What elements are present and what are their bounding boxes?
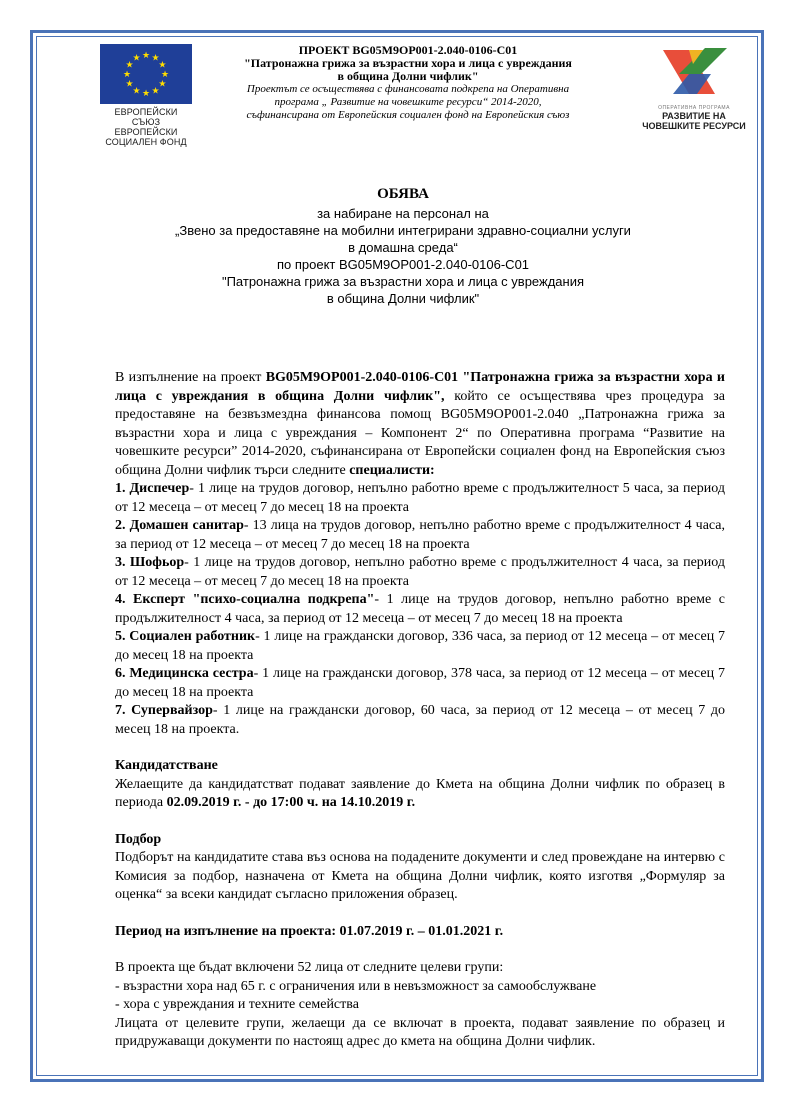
- selection-paragraph: Подборът на кандидатите става въз основа на подадените документи и след провеждане на интервю с Комисия за подбор, назначена от Кмета на община Долни чифлик, която изготвя „Формуляр за оценка“ за всеки кандидат съгласно приложения образец.: [115, 850, 725, 902]
- announcement-title: ОБЯВА: [377, 186, 429, 202]
- project-name-line-2: в община Долни чифлик": [337, 69, 479, 83]
- position-item: 1. Диспечер- 1 лице на трудов договор, непълно работно време с продължителност 5 часа, за период от 12 месеца – от месец 7 до месец 18 на проекта: [115, 481, 725, 515]
- eu-logo-caption: ЕВРОПЕЙСКИ СЪЮЗ ЕВРОПЕЙСКИ СОЦИАЛЕН ФОНД: [105, 107, 187, 147]
- hrd-programme-logo: ОПЕРАТИВНА ПРОГРАМА РАЗВИТИЕ НА ЧОВЕШКИТЕ РЕСУРСИ: [638, 44, 750, 131]
- intro-paragraph: В изпълнение на проект BG05M9OP001-2.040-0106-C01 "Патронажна грижа за възрастни хора и лица с увреждания в община Долни чифлик", който се осъществява чрез процедура за предоставяне на безвъзмездна финансова помощ BG05M9OP001-2.040 „Патронажна грижа за възрастни хора и лица с увреждания – Компонент 2“ по Оперативна програма “Развитие на човешките ресурси” 2014-2020, съфинансирана от Европейски социален фонд на Европейския съюз община Долни чифлик търси следните специалисти:: [115, 370, 725, 478]
- title-line: в домашна среда“: [348, 240, 458, 255]
- position-item: 2. Домашен санитар- 13 лица на трудов договор, непълно работно време с продължителност 4 часа, за период от 12 месеца – от месец 7 до месец 18 на проекта: [115, 518, 726, 552]
- eu-star-icon: ★: [160, 69, 170, 79]
- position-item: 5. Социален работник- 1 лице на граждански договор, 336 часа, за период от 12 месеца – от месец 7 до месец 18 на проекта: [115, 629, 726, 663]
- funding-line-1: Проектът се осъществява с финансовата подкрепа на Оперативна: [246, 83, 570, 95]
- position-item: 7. Супервайзор- 1 лице на граждански договор, 60 часа, за период от 12 месеца – от месец 7 до месец 18 на проекта.: [115, 703, 725, 737]
- title-line: по проект BG05M9OP001-2.040-0106-C01: [276, 257, 530, 272]
- project-name-line-1: "Патронажна грижа за възрастни хора и лица с увреждания: [244, 56, 572, 70]
- announcement-body: [115, 369, 725, 1052]
- target-groups-closing: Лицата от целевите групи, желаещи да се включат в проекта, подават заявление по образец и придружаващи документи по настоящ адрес до кмета на община Долни чифлик.: [115, 1015, 725, 1049]
- eu-star-icon: ★: [122, 69, 132, 79]
- eu-star-icon: ★: [132, 85, 141, 96]
- funding-line-3: съфинансирана от Европейския социален фонд на Европейския съюз: [246, 109, 570, 121]
- eu-star-icon: ★: [151, 52, 160, 63]
- project-period: Период на изпълнение на проекта: 01.07.2019 г. – 01.01.2021 г.: [115, 923, 504, 939]
- eu-star-icon: ★: [141, 88, 151, 98]
- position-item: 6. Медицинска сестра- 1 лице на граждански договор, 378 часа, за период от 12 месеца – от месец 7 до месец 18 на проекта: [115, 666, 725, 700]
- eu-star-icon: ★: [141, 50, 151, 60]
- eu-star-icon: ★: [158, 78, 167, 89]
- eu-star-icon: ★: [125, 78, 134, 89]
- application-paragraph: Желаещите да кандидатстват подават заявление до Кмета на община Долни чифлик по образец в периода 02.09.2019 г. - до 17:00 ч. на 14.10.2019 г.: [115, 776, 725, 810]
- selection-heading: Подбор: [115, 831, 162, 847]
- eu-star-icon: ★: [158, 59, 167, 70]
- application-heading: Кандидатстване: [115, 758, 218, 773]
- title-line: в община Долни чифлик": [326, 291, 480, 306]
- funding-line-2: програма „ Развитие на човешките ресурси“ 2014-2020,: [274, 96, 542, 108]
- target-group-item: - възрастни хора над 65 г. с ограничения или в невъзможност за самообслужване: [115, 978, 597, 994]
- project-code: ПРОЕКТ BG05M9OP001-2.040-0106-C01: [298, 43, 518, 57]
- eu-star-icon: ★: [125, 59, 134, 70]
- hrd-x-icon: [649, 44, 739, 100]
- eu-star-icon: ★: [132, 52, 141, 63]
- header-project-info: [210, 44, 606, 122]
- title-line: „Звено за предоставяне на мобилни интегрирани здравно-социални услуги: [175, 223, 631, 238]
- position-item: 4. Експерт "психо-социална подкрепа"- 1 лице на трудов договор, непълно работно време с продължителност 4 часа, за период от 12 месеца – от месец 7 до месец 18 на проекта: [115, 592, 725, 626]
- title-line: за набиране на персонал на: [317, 206, 489, 221]
- announcement-title-block: [120, 186, 686, 307]
- eu-esf-logo: [100, 44, 192, 147]
- eu-flag-icon: [100, 44, 192, 104]
- position-item: 3. Шофьор- 1 лице на трудов договор, непълно работно време с продължителност 4 часа, за период от 12 месеца – от месец 7 до месец 18 на проекта: [115, 555, 725, 589]
- eu-star-icon: ★: [151, 85, 160, 96]
- target-group-item: - хора с увреждания и техните семейства: [115, 997, 359, 1012]
- title-line: "Патронажна грижа за възрастни хора и лица с увреждания: [221, 274, 585, 289]
- target-groups-intro: В проекта ще бъдат включени 52 лица от следните целеви групи:: [115, 960, 504, 975]
